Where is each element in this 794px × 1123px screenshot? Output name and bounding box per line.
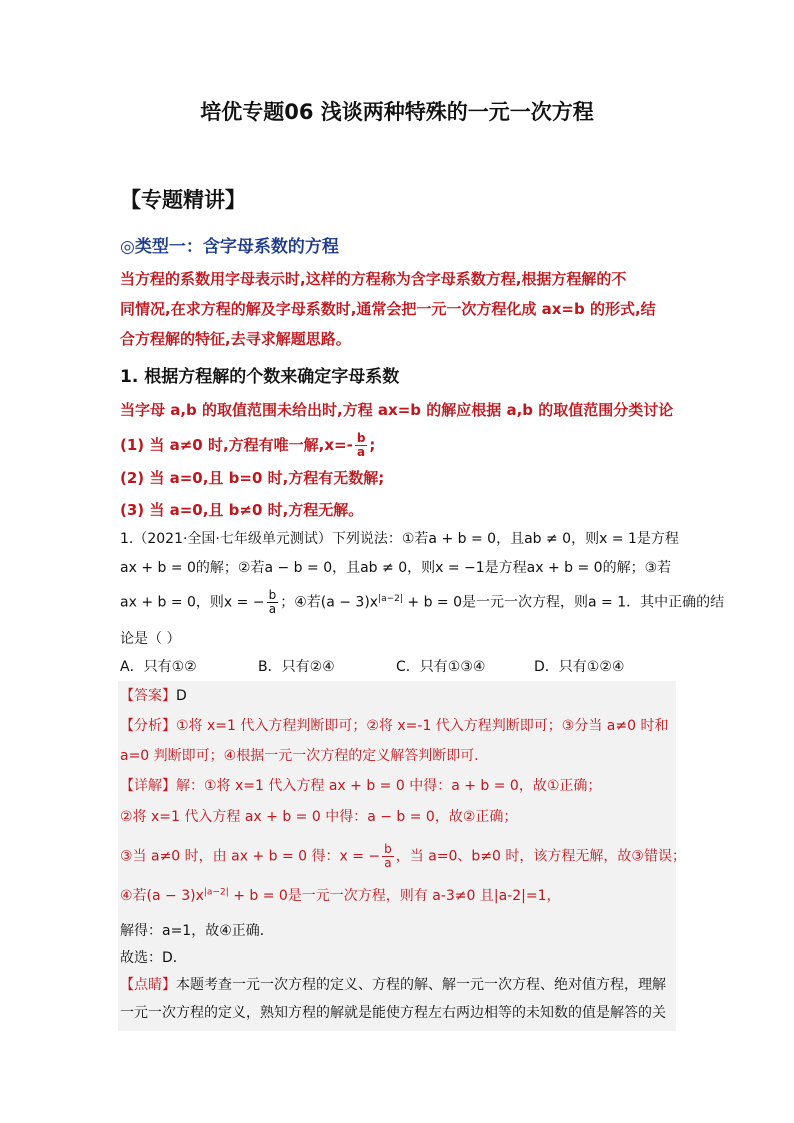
case-1-end: ;: [369, 436, 376, 454]
detail-line-1: [120, 775, 601, 795]
exponent: |a−2|: [378, 593, 403, 604]
question-line-3-part-b: ；④若(a − 3)x: [280, 594, 379, 611]
point-line-1: [120, 974, 666, 994]
question-line-4: 论是（ ）: [120, 631, 181, 647]
detail-line-4-part-b: + b = 0是一元一次方程，则有 a-3≠0 且|a-2|=1，: [228, 888, 561, 904]
detail-line-3-part-a: ③当 a≠0 时，由 ax + b = 0 得：x = −: [120, 848, 381, 865]
detail-line-4: [120, 885, 561, 905]
question-line-2: ax + b = 0的解；②若a − b = 0，且ab ≠ 0，则x = −1是方程ax + b = 0的解；③若: [120, 560, 672, 576]
intro-line-1: 当方程的系数用字母表示时,这样的方程称为含字母系数方程,根据方程解的不: [120, 270, 627, 288]
intro-line-3: 合方程解的特征,去寻求解题思路。: [120, 330, 351, 348]
case-3: (3) 当 a=0,且 b≠0 时,方程无解。: [120, 501, 364, 519]
analysis-tag: 【分析】: [120, 718, 176, 734]
fraction-denominator: a: [357, 445, 366, 459]
fraction: [267, 589, 279, 616]
option-d[interactable]: D．只有①②④: [534, 659, 625, 675]
fraction: [355, 432, 368, 459]
fraction-numerator: b: [356, 431, 366, 445]
fraction-numerator: b: [268, 588, 277, 602]
detail-line-5: 解得：a=1，故④正确．: [120, 923, 274, 939]
answer-line: [120, 685, 187, 705]
question-line-3-part-c: + b = 0是一元一次方程，则a = 1．其中正确的结: [402, 594, 725, 611]
fraction: [382, 843, 394, 870]
subheading: 1. 根据方程解的个数来确定字母系数: [120, 367, 400, 387]
detail-line-6: 故选：D．: [120, 950, 187, 966]
rule-text: 当字母 a,b 的取值范围未给出时,方程 ax=b 的解应根据 a,b 的取值范围分类讨论: [120, 401, 674, 419]
question-line-3: [120, 589, 724, 616]
fraction-denominator: a: [268, 602, 277, 616]
case-2: (2) 当 a=0,且 b=0 时,方程有无数解;: [120, 469, 385, 487]
case-1-text: (1) 当 a≠0 时,方程有唯一解,x=-: [120, 436, 353, 454]
point-tag: 【点睛】: [120, 977, 176, 993]
detail-line-3-part-b: ，当 a=0、b≠0 时，该方程无解，故③错误；: [395, 848, 686, 865]
question-line-3-part-a: ax + b = 0，则x = −: [120, 594, 265, 611]
detail-tag: 【详解】: [120, 778, 176, 794]
fraction-numerator: b: [384, 842, 392, 856]
point-text-1: 本题考查一元一次方程的定义、方程的解、解一元一次方程、绝对值方程，理解: [176, 977, 666, 993]
detail-line-2: ②将 x=1 代入方程 ax + b = 0 中得：a − b = 0，故②正确；: [120, 809, 518, 825]
detail-line-4-part-a: ④若(a − 3)x: [120, 888, 204, 904]
option-b[interactable]: B．只有②④: [258, 659, 335, 675]
point-line-2: 一元一次方程的定义，熟知方程的解就是能使方程左右两边相等的未知数的值是解答的关: [120, 1005, 666, 1021]
detail-text-1: 解：①将 x=1 代入方程 ax + b = 0 中得：a + b = 0，故①正确；: [176, 778, 602, 794]
option-c[interactable]: C．只有①③④: [396, 659, 486, 675]
section-heading: 【专题精讲】: [120, 188, 246, 212]
question-line-1: 1.（2021·全国·七年级单元测试）下列说法：①若a + b = 0，且ab ≠ 0，则x = 1是方程: [120, 531, 679, 547]
analysis-text-1: ①将 x=1 代入方程判断即可；②将 x=-1 代入方程判断即可；③分当 a≠0 时和: [176, 718, 669, 734]
answer-value: D: [176, 688, 187, 704]
fraction-denominator: a: [384, 856, 392, 870]
exponent: |a−2|: [203, 887, 229, 898]
option-a[interactable]: A．只有①②: [120, 659, 197, 675]
document-title: 培优专题06 浅谈两种特殊的一元一次方程: [200, 100, 594, 124]
detail-line-3: [120, 843, 686, 870]
type-heading: ◎类型一：含字母系数的方程: [120, 237, 339, 257]
answer-tag: 【答案】: [120, 688, 176, 704]
case-1: [120, 432, 375, 459]
analysis-line-2: a=0 判断即可；④根据一元一次方程的定义解答判断即可．: [120, 748, 489, 764]
intro-line-2: 同情况,在求方程的解及字母系数时,通常会把一元一次方程化成 ax=b 的形式,结: [120, 300, 656, 318]
analysis-line-1: [120, 715, 668, 735]
